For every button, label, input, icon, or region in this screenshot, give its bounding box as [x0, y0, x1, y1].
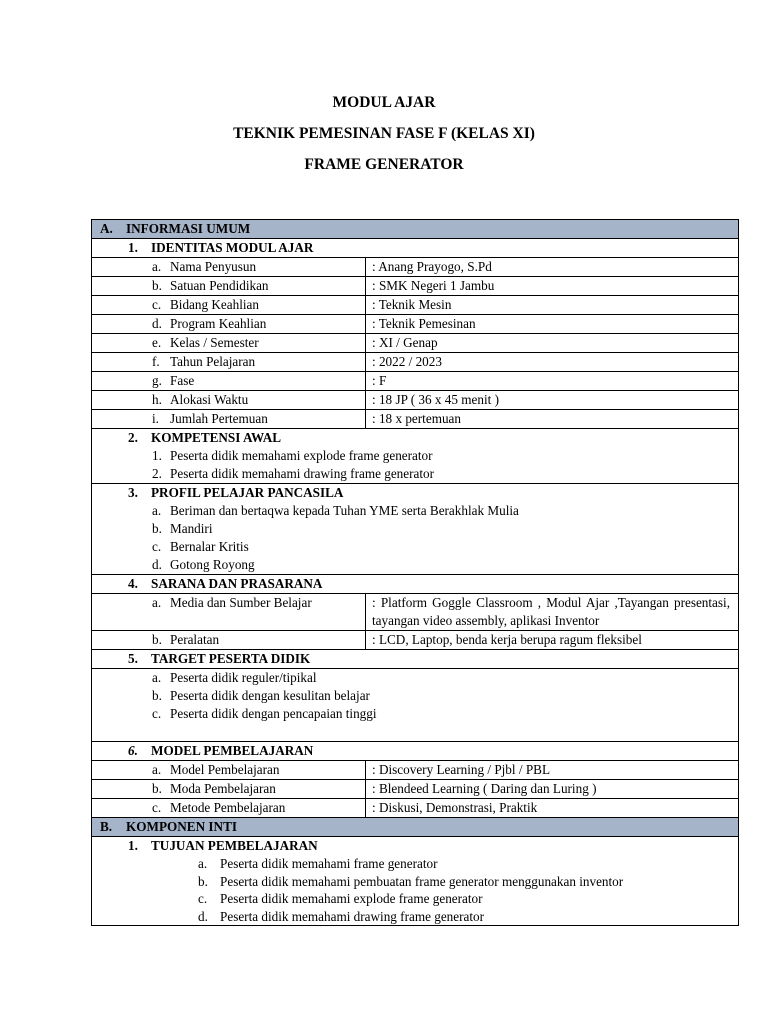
identitas-header: 1. IDENTITAS MODUL AJAR: [92, 239, 739, 258]
list-item: 2. Peserta didik memahami drawing frame generator: [152, 466, 435, 481]
kompetensi-block: 2. KOMPETENSI AWAL 1. Peserta didik memahami explode frame generator 2. Peserta didik memahami drawing frame generator: [92, 429, 739, 484]
table-row: c. Bidang Keahlian : Teknik Mesin: [92, 296, 739, 315]
list-item: a. Peserta didik memahami frame generator: [198, 856, 438, 871]
list-item: c. Bernalar Kritis: [152, 539, 249, 554]
tujuan-block: 1. TUJUAN PEMBELAJARAN a. Peserta didik memahami frame generator b. Peserta didik memahami pembuatan frame generator menggunakan inventor c. Peserta didik memahami explode frame generator d. Peserta didik memahami drawing frame generator: [92, 837, 739, 926]
table-row: d. Program Keahlian : Teknik Pemesinan: [92, 315, 739, 334]
table-row: e. Kelas / Semester : XI / Genap: [92, 334, 739, 353]
model-title: MODEL PEMBELAJARAN: [151, 743, 314, 758]
list-item: a. Peserta didik reguler/tipikal: [152, 670, 317, 685]
document-titles: [0, 92, 768, 185]
table-row: a. Media dan Sumber Belajar : Platform Goggle Classroom , Modul Ajar ,Tayangan presentasi, tayangan video assembly, aplikasi Inventor: [92, 594, 739, 631]
table-row: b. Peralatan : LCD, Laptop, benda kerja berupa ragum fleksibel: [92, 631, 739, 650]
section-a-title: INFORMASI UMUM: [126, 221, 251, 236]
title-topic: FRAME GENERATOR: [304, 156, 464, 173]
profil-title: PROFIL PELAJAR PANCASILA: [151, 485, 344, 500]
kompetensi-title: KOMPETENSI AWAL: [151, 430, 282, 445]
tujuan-title: TUJUAN PEMBELAJARAN: [151, 838, 318, 853]
list-item: b. Mandiri: [152, 521, 213, 536]
list-item: a. Beriman dan bertaqwa kepada Tuhan YME serta Berakhlak Mulia: [152, 503, 519, 518]
target-header: 5. TARGET PESERTA DIDIK: [92, 650, 739, 669]
table-row: a. Nama Penyusun : Anang Prayogo, S.Pd: [92, 258, 739, 277]
list-item: b. Peserta didik memahami pembuatan frame generator menggunakan inventor: [198, 873, 624, 889]
section-a-header: A. INFORMASI UMUM: [92, 220, 739, 239]
table-row: h. Alokasi Waktu : 18 JP ( 36 x 45 menit ): [92, 391, 739, 410]
list-item: c. Peserta didik dengan pencapaian tinggi: [152, 706, 377, 721]
modul-table: [91, 219, 739, 926]
table-row: a. Model Pembelajaran : Discovery Learning / Pjbl / PBL: [92, 761, 739, 780]
identitas-title: IDENTITAS MODUL AJAR: [151, 240, 314, 255]
title-course: TEKNIK PEMESINAN FASE F (KELAS XI): [233, 125, 535, 142]
list-item: c. Peserta didik memahami explode frame generator: [198, 891, 483, 906]
table-row: g. Fase : F: [92, 372, 739, 391]
sarana-header: 4. SARANA DAN PRASARANA: [92, 575, 739, 594]
table-row: i. Jumlah Pertemuan : 18 x pertemuan: [92, 410, 739, 429]
target-title: TARGET PESERTA DIDIK: [151, 651, 311, 666]
list-item: b. Peserta didik dengan kesulitan belajar: [152, 688, 370, 703]
list-item: 1. Peserta didik memahami explode frame generator: [152, 448, 433, 463]
table-row: b. Satuan Pendidikan : SMK Negeri 1 Jambu: [92, 277, 739, 296]
target-list: [92, 669, 739, 742]
section-b-header: B. KOMPONEN INTI: [92, 818, 739, 837]
list-item: d. Peserta didik memahami drawing frame generator: [198, 908, 485, 924]
title-modul: MODUL AJAR: [332, 94, 436, 111]
profil-block: 3. PROFIL PELAJAR PANCASILA a. Beriman dan bertaqwa kepada Tuhan YME serta Berakhlak Mulia b. Mandiri c. Bernalar Kritis d. Gotong Royong: [92, 484, 739, 575]
sarana-title: SARANA DAN PRASARANA: [151, 576, 323, 591]
list-item: d. Gotong Royong: [152, 557, 255, 572]
model-header: 6. MODEL PEMBELAJARAN: [92, 742, 739, 761]
table-row: f. Tahun Pelajaran : 2022 / 2023: [92, 353, 739, 372]
table-row: b. Moda Pembelajaran : Blendeed Learning ( Daring dan Luring ): [92, 780, 739, 799]
table-row: c. Metode Pembelajaran : Diskusi, Demonstrasi, Praktik: [92, 799, 739, 818]
section-b-title: KOMPONEN INTI: [126, 819, 237, 834]
